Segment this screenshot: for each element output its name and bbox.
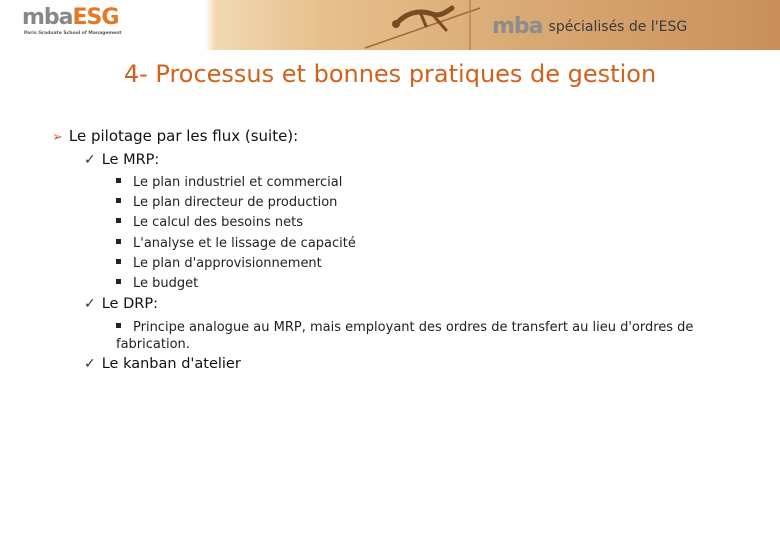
square-bullet-icon	[116, 178, 121, 183]
square-bullet-icon	[116, 198, 121, 203]
header-banner	[0, 0, 780, 50]
list-item	[116, 195, 337, 210]
square-bullet-icon	[116, 279, 121, 284]
logo-subtitle: Paris Graduate School of Management	[24, 31, 122, 36]
list-item-text: Le plan industriel et commercial	[133, 175, 343, 190]
check-bullet-icon: ✓	[84, 356, 96, 372]
list-item-text: L'analyse et le lissage de capacité	[133, 236, 356, 251]
logo-prefix: mba	[22, 5, 73, 30]
list-item	[116, 236, 356, 251]
section-label: Le kanban d'atelier	[101, 356, 241, 372]
section-kanban	[84, 356, 241, 372]
list-item-text: Le plan directeur de production	[133, 195, 338, 210]
arrow-bullet-icon: ➢	[52, 130, 63, 145]
mba-esg-logo	[18, 4, 203, 44]
list-item-text: Principe analogue au MRP, mais employant des ordres de transfert au lieu d'ordres de fabrication.	[116, 320, 694, 352]
list-item	[116, 319, 726, 353]
list-item	[116, 276, 198, 291]
list-item-text: Le calcul des besoins nets	[133, 215, 303, 230]
list-item-text: Le budget	[133, 276, 199, 291]
check-bullet-icon: ✓	[84, 296, 96, 312]
brand-tagline: spécialisés de l'ESG	[548, 19, 688, 35]
square-bullet-icon	[116, 323, 121, 328]
list-item	[116, 215, 303, 230]
brand-mba: mba	[492, 14, 543, 39]
section-mrp	[84, 152, 159, 168]
main-bullet-text: Le pilotage par les flux (suite):	[68, 127, 299, 145]
list-item-text: Le plan d'approvisionnement	[133, 256, 322, 271]
list-item	[116, 256, 322, 271]
main-bullet	[52, 127, 298, 145]
square-bullet-icon	[116, 259, 121, 264]
section-label: Le MRP:	[101, 152, 160, 168]
pole-vault-illustration	[360, 0, 500, 50]
section-drp	[84, 296, 158, 312]
square-bullet-icon	[116, 218, 121, 223]
logo-suffix: ESG	[72, 5, 119, 30]
brand-lockup	[492, 15, 687, 39]
slide-title: 4- Processus et bonnes pratiques de gestion	[123, 60, 657, 88]
section-label: Le DRP:	[101, 296, 158, 312]
check-bullet-icon: ✓	[84, 152, 96, 168]
square-bullet-icon	[116, 239, 121, 244]
list-item	[116, 175, 342, 190]
